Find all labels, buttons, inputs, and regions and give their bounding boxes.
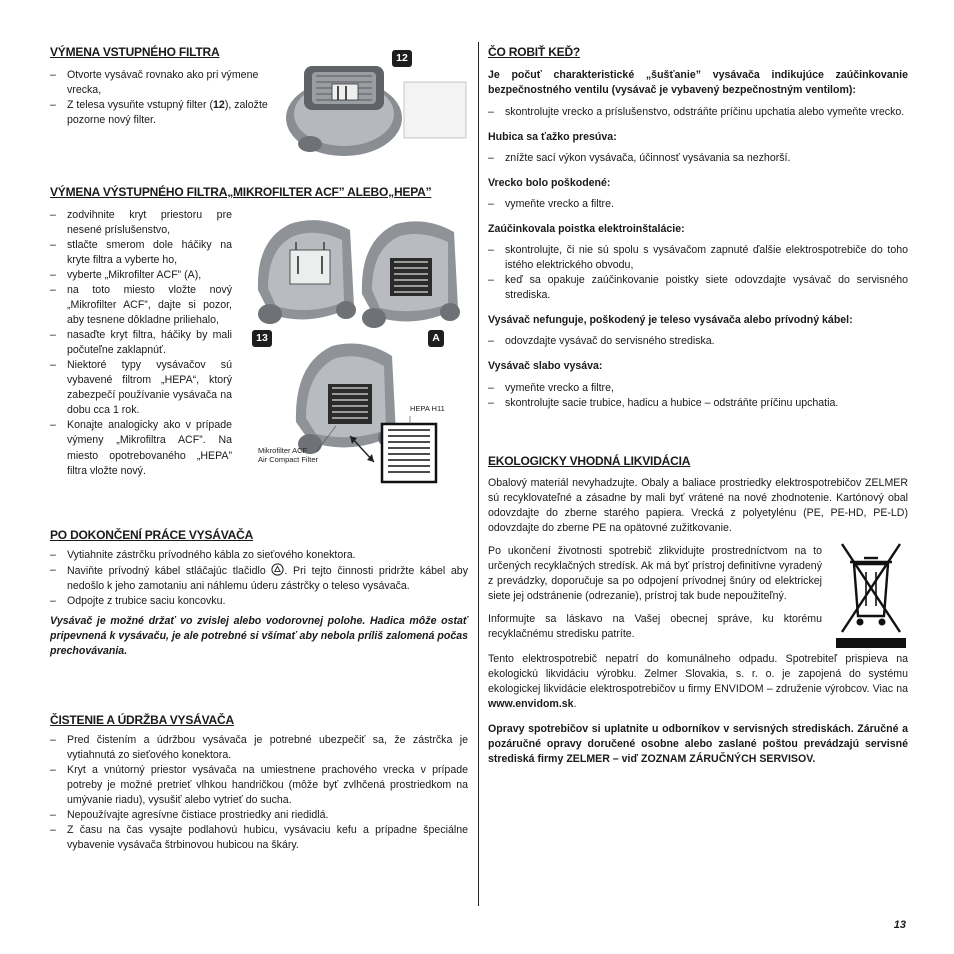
after-use-list bbox=[50, 548, 468, 609]
list-item: – na toto miesto vložte nový „Mikrofilter ACF”, dajte si pozor, aby tesnene dôkladne priliehalo, bbox=[50, 283, 232, 328]
list-item: – vyberte „Mikrofilter ACF” (A), bbox=[50, 268, 232, 283]
list-item: – Pred čistením a údržbou vysávača je potrebné ubezpečiť sa, že zástrčka je vytiahnutá zo sieťového konektora. bbox=[50, 733, 468, 763]
list-item: – Nepoužívajte agresívne čistiace prostriedky ani riedidlá. bbox=[50, 808, 468, 823]
list-item: – vymeňte vrecko a filtre. bbox=[488, 197, 908, 212]
cleaning-list bbox=[50, 733, 468, 853]
disposal-text: . bbox=[573, 698, 577, 710]
list-item: – skontrolujte sacie trubice, hadicu a hubice – odstráňte príčinu upchatia. bbox=[488, 396, 908, 411]
list-item-text: . Pri tejto činnosti pridržte kábel aby nedošlo k jeho zamotaniu ani náhlemu úderu zástrčky o teleso vysávača. bbox=[67, 565, 468, 593]
cord-rewind-icon bbox=[271, 563, 284, 576]
question-heading: Hubica sa ťažko presúva: bbox=[488, 131, 617, 144]
list-item: – znížte sací výkon vysávača, účinnosť vysávania sa nezhorší. bbox=[488, 151, 908, 166]
acf-label-line2: Air Compact Filter bbox=[258, 455, 319, 464]
question-heading: Zaúčinkovala poistka elektroinštalácie: bbox=[488, 223, 685, 236]
answer-list bbox=[488, 197, 908, 212]
disposal-paragraph bbox=[488, 652, 908, 712]
answer-list bbox=[488, 381, 908, 411]
answer-list bbox=[488, 243, 908, 303]
list-item: – stlačte smerom dole háčiky na kryte filtra a vyberte ho, bbox=[50, 238, 232, 268]
disposal-weee-block bbox=[488, 544, 908, 642]
list-item: – keď sa opakuje zaúčinkovanie poistky siete odovzdajte vysávač do servisného strediska. bbox=[488, 273, 908, 303]
answer-list bbox=[488, 151, 908, 166]
figure-inlet-filter bbox=[284, 48, 474, 158]
vacuum-outlet-cover-illustration bbox=[250, 210, 476, 350]
list-item-text: Naviňte prívodný kábel stláčajúc tlačidlo bbox=[67, 565, 266, 578]
question-heading: Vysávač slabo vysáva: bbox=[488, 360, 603, 373]
list-item: – Z času na čas vysajte podlahovú hubicu, vysávaciu kefu a prípadne špeciálne vybavenie vysávača štrbinovou hubicou na škáry. bbox=[50, 823, 468, 853]
disposal-paragraph: Po ukončení životnosti spotrebič zlikvidujte prostredníctvom na to určených recyklačných stredísk. Ak má byť prístroj definitívne vyradený z prevádzky, doporučuje sa po odpojení prívodnej šnúry od elektrickej siete jej odstránenie (odrezanie), prístroj tak bude nepoužiteľný. bbox=[488, 544, 822, 602]
vacuum-open-inlet-illustration bbox=[284, 48, 474, 158]
section-title-disposal: EKOLOGICKY VHODNÁ LIKVIDÁCIA bbox=[488, 453, 691, 468]
figure-badge-12: 12 bbox=[392, 50, 412, 67]
list-item: – Vytiahnite zástrčku prívodného kábla zo sieťového konektora. bbox=[50, 548, 468, 563]
list-item-text: ), založte pozorne nový filter. bbox=[67, 99, 268, 127]
list-item: – Otvorte vysávač rovnako ako pri výmene vrecka, bbox=[50, 68, 282, 98]
acf-label bbox=[258, 446, 318, 464]
section-title-inlet-filter: VÝMENA VSTUPNÉHO FILTRA bbox=[50, 45, 220, 59]
disposal-paragraph: Informujte sa láskavo na Vašej obecnej správe, ku ktorému recyklačnému stredisku patríte. bbox=[488, 612, 822, 640]
figure-badge-a: A bbox=[428, 330, 444, 347]
list-item: – skontrolujte vrecko a príslušenstvo, odstráňte príčinu upchatia alebo vymeňte vrecko. bbox=[488, 105, 908, 120]
list-item: – Kryt a vnútorný priestor vysávača na umiestnene prachového vrecka v prípade potreby je možné pretrieť vlhkou handričkou (môže byť zvlhčená prostriedkom na umývanie riadu), vysušiť alebo vytrieť do sucha. bbox=[50, 763, 468, 808]
figure-outlet-filter bbox=[250, 210, 476, 350]
section-title-what-if: ČO ROBIŤ KEĎ? bbox=[488, 45, 581, 59]
list-item: – odovzdajte vysávač do servisného strediska. bbox=[488, 334, 908, 349]
page-number: 13 bbox=[893, 919, 906, 931]
list-item: – Niektoré typy vysávačov sú vybavené filtrom „HEPA“, ktorý zabezpečí používanie vysávača na dobu cca 1 rok. bbox=[50, 358, 232, 418]
list-item-text: Z telesa vysuňte vstupný filter ( bbox=[67, 99, 214, 112]
storage-note: Vysávač je možné držať vo zvislej alebo vodorovnej polohe. Hadica môže ostať pripevnená k vysávaču, je ale potrebné si všímať aby nebola príliš zalomená počas prechovávania. bbox=[50, 615, 468, 658]
outlet-filter-list bbox=[50, 208, 232, 479]
right-column bbox=[488, 44, 908, 767]
question-heading: Vysávač nefunguje, poškodený je teleso vysávača alebo prívodný kábel: bbox=[488, 314, 853, 327]
section-title-outlet-filter: VÝMENA VÝSTUPNÉHO FILTRA„MIKROFILTER ACF” ALEBO„HEPA” bbox=[50, 185, 432, 199]
question-heading: Vrecko bolo poškodené: bbox=[488, 177, 611, 190]
list-item: – Konajte analogicky ako v prípade výmeny „Mikrofiltra ACF”. Na miesto opotrebovaného „HEPA” filtra vložte nový. bbox=[50, 418, 232, 478]
disposal-text: Tento elektrospotrebič nepatrí do komunálneho odpadu. Spotrebiteľ prispieva na ekologickú likvidáciu výrobku. Zelmer Slovakia, s. r. o. je zapojená do systému ekologickej likvidácie elektrospotrebičov u firmy ENVIDOM – združenie výrobcov. Viac na bbox=[488, 652, 908, 695]
list-item bbox=[50, 563, 468, 594]
list-item: – vymeňte vrecko a filtre, bbox=[488, 381, 908, 396]
disposal-paragraph: Obalový materiál nevyhadzujte. Obaly a baliace prostriedky elektrospotrebičov ZELMER sú recyklovateľné a zásadne by mali byť vrátené na nové zhodnotenie. Kartónový obal odovzdajte do zberne starého papiera. Vrecká z polyetylénu (PE, PE-HD, PE-LD) odovzdajte do zberne PE na opätovné zužitkovanie. bbox=[488, 476, 908, 534]
list-item: – skontrolujte, či nie sú spolu s vysávačom zapnuté ďalšie elektrospotrebiče do toho istého elektrického obvodu, bbox=[488, 243, 908, 273]
hepa-label: HEPA H11 bbox=[410, 404, 445, 413]
figure-hepa-filter bbox=[256, 334, 476, 484]
list-item bbox=[50, 98, 282, 128]
list-item: – zodvihnite kryt priestoru pre nesené príslušenstvo, bbox=[50, 208, 232, 238]
what-if-intro: Je počuť charakteristické „šušťanie” vysávača indikujúce zaúčinkovanie bezpečnostného ventilu (vysávač je vybavený bezpečnostným ventilom): bbox=[488, 69, 908, 97]
envidom-link[interactable]: www.envidom.sk bbox=[488, 698, 574, 710]
ref-badge-12: 12 bbox=[213, 99, 225, 112]
what-if-intro-list bbox=[488, 105, 908, 120]
section-title-cleaning: ČISTENIE A ÚDRŽBA VYSÁVAČA bbox=[50, 713, 234, 727]
column-divider bbox=[478, 42, 479, 906]
list-item: – Odpojte z trubice saciu koncovku. bbox=[50, 594, 468, 609]
figure-badge-13: 13 bbox=[252, 330, 272, 347]
answer-list bbox=[488, 334, 908, 349]
section-title-after-use: PO DOKONČENÍ PRÁCE VYSÁVAČA bbox=[50, 528, 254, 542]
service-paragraph: Opravy spotrebičov si uplatnite u odborníkov v servisných strediskách. Záručné a pozáručné opravy doručené osobne alebo zaslané poštou prevádzajú servisné strediská firmy ZELMER – viď ZOZNAM ZÁRUČNÝCH SERVISOV. bbox=[488, 723, 908, 766]
inlet-filter-list bbox=[50, 68, 282, 128]
list-item: – nasaďte kryt filtra, háčiky by mali počuteľne zaklapnúť. bbox=[50, 328, 232, 358]
acf-label-line1: Mikrofilter ACF bbox=[258, 446, 308, 455]
weee-crossed-bin-icon bbox=[836, 536, 906, 648]
